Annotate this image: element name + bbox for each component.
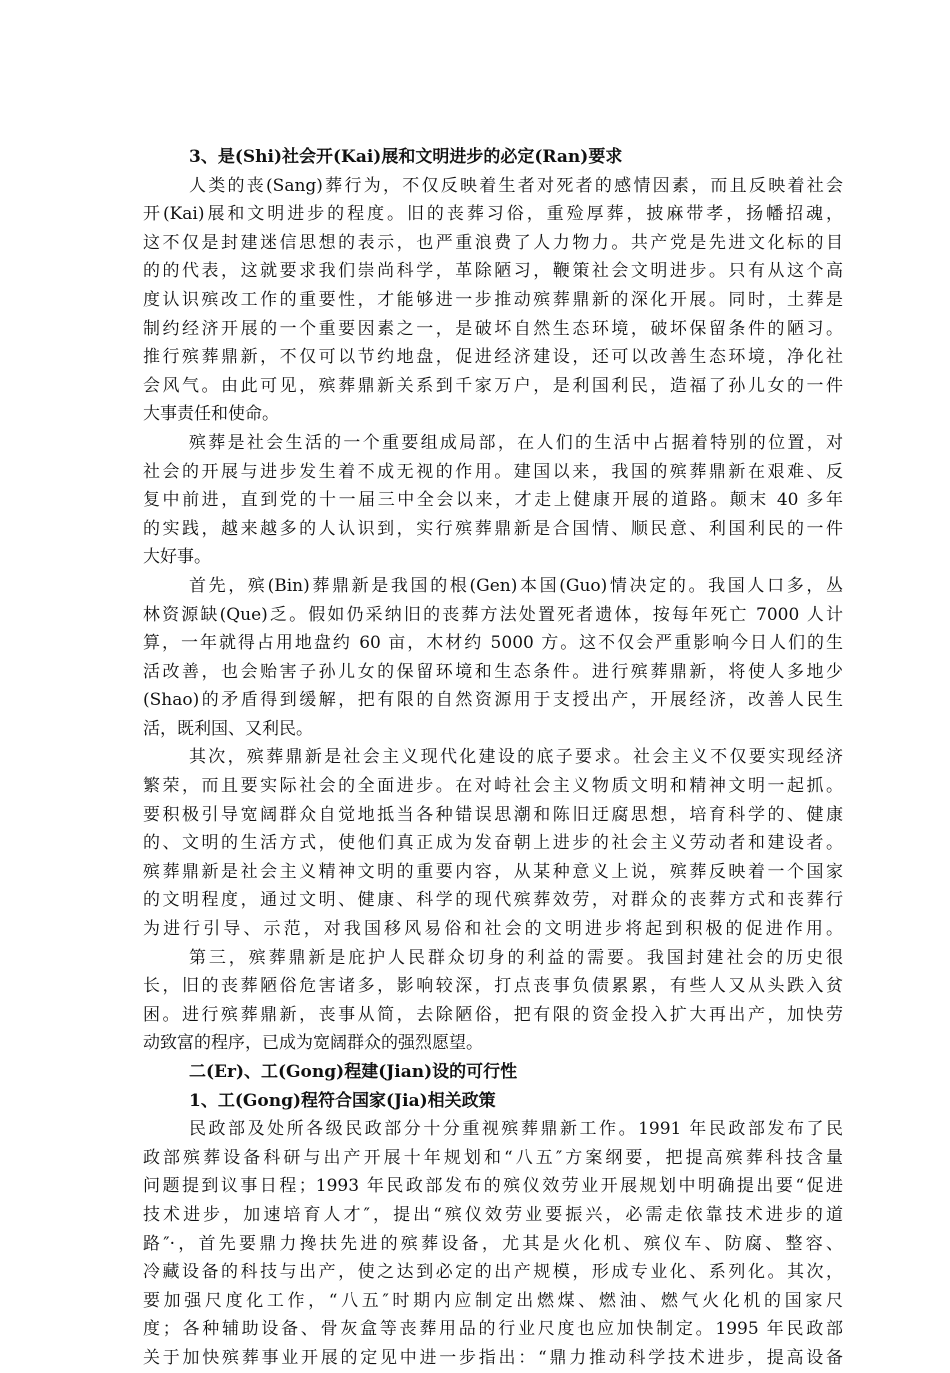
text-line: 为进行引导、示范，对我国移风易俗和社会的文明进步将起到积极的促进作用。 [143,919,843,940]
text-line: 政部殡葬设备科研与出产开展十年规划和“八五″方案纲要，把提高殡葬科技含量 [143,1147,843,1168]
document-body [143,143,843,1373]
text-line: (Shao)的矛盾得到缓解，把有限的自然资源用于支授出产，开展经济，改善人民生 [143,690,843,711]
text-line: 这不仅是封建迷信思想的表示，也严重浪费了人力物力。共产党是先进文化标的目 [143,232,843,253]
text-line: 的的代表，这就要求我们崇尚科学，革除陋习，鞭策社会文明进步。只有从这个高 [143,261,843,282]
text-line: 人类的丧(Sang)葬行为，不仅反映着生者对死者的感情因素，而且反映着社会 [189,175,843,196]
text-line: 度认识殡改工作的重要性，才能够进一步推动殡葬鼎新的深化开展。同时，土葬是 [143,289,843,310]
text-line: 困。进行殡葬鼎新，丧事从简，去除陋俗，把有限的资金投入扩大再出产，加快劳 [143,1004,843,1025]
text-line: 度；各种辅助设备、骨灰盒等丧葬用品的行业尺度也应加快制定。1995 年民政部 [143,1319,843,1340]
text-line: 复中前进，直到党的十一届三中全会以来，才走上健康开展的道路。颠末 40 多年 [143,490,843,511]
text-line: 关于加快殡葬事业开展的定见中进一步指出：“鼎力推动科学技术进步，提高设备 [143,1347,843,1368]
text-line: 开(Kai)展和文明进步的程度。旧的丧葬习俗，重殓厚葬，披麻带孝，扬幡招魂， [143,204,843,225]
text-line: 殡葬是社会生活的一个重要组成局部，在人们的生活中占据着特别的位置，对 [189,432,843,453]
text-line: 大事责任和使命。 [143,404,279,425]
text-line: 要积极引导宽阔群众自觉地抵当各种错误思潮和陈旧迂腐思想，培育科学的、健康 [143,804,843,825]
text-line: 活，既利国、又利民。 [143,718,313,739]
text-line: 社会的开展与进步发生着不成无视的作用。建国以来，我国的殡葬鼎新在艰难、反 [143,461,843,482]
text-line: 要加强尺度化工作，“八五″时期内应制定出燃煤、燃油、燃气火化机的国家尺 [143,1290,843,1311]
text-line: 算，一年就得占用地盘约 60 亩，木材约 5000 方。这不仅会严重影响今日人们的生 [143,633,843,654]
text-line: 第三，殡葬鼎新是庇护人民群众切身的利益的需要。我国封建社会的历史很 [189,947,843,968]
section-heading: 3、是(Shi)社会开(Kai)展和文明进步的必定(Ran)要求 [189,147,623,167]
text-line: 的实践，越来越多的人认识到，实行殡葬鼎新是合国情、顺民意、利国利民的一件 [143,518,843,539]
text-line: 林资源缺(Que)乏。假如仍采纳旧的丧葬方法处置死者遗体，按每年死亡 7000 人计 [143,604,843,625]
section-heading: 二(Er)、工(Gong)程建(Jian)设的可行性 [189,1062,518,1082]
text-line: 的、文明的生活方式，使他们真正成为发奋朝上进步的社会主义劳动者和建设者。 [143,833,843,854]
text-line: 的文明程度，通过文明、健康、科学的现代殡葬效劳，对群众的丧葬方式和丧葬行 [143,890,843,911]
text-line: 首先，殡(Bin)葬鼎新是我国的根(Gen)本国(Guo)情决定的。我国人口多，丛 [189,575,843,596]
text-line: 民政部及处所各级民政部分十分重视殡葬鼎新工作。1991 年民政部发布了民 [189,1119,843,1140]
text-line: 会风气。由此可见，殡葬鼎新关系到千家万户，是利国利民，造福了孙儿女的一件 [143,375,843,396]
text-line: 长，旧的丧葬陋俗危害诸多，影响较深，打点丧事负债累累，有些人又从头跌入贫 [143,976,843,997]
section-heading: 1、工(Gong)程符合国家(Jia)相关政策 [189,1090,496,1111]
text-line: 推行殡葬鼎新，不仅可以节约地盘，促进经济建设，还可以改善生态环境，净化社 [143,347,843,368]
text-line: 繁荣，而且要实际社会的全面进步。在对峙社会主义物质文明和精神文明一起抓。 [143,776,843,797]
text-line: 其次，殡葬鼎新是社会主义现代化建设的底子要求。社会主义不仅要实现经济 [189,747,843,768]
text-line: 问题提到议事日程；1993 年民政部发布的殡仪效劳业开展规划中明确提出要“促进 [143,1176,843,1197]
text-line: 路″·，首先要鼎力搀扶先进的殡葬设备，尤其是火化机、殡仪车、防腐、整容、 [143,1233,843,1254]
text-line: 活改善，也会贻害子孙儿女的保留环境和生态条件。进行殡葬鼎新，将使人多地少 [143,661,843,682]
text-line: 冷藏设备的科技与出产，使之达到必定的出产规模，形成专业化、系列化。其次， [143,1262,843,1283]
text-line: 制约经济开展的一个重要因素之一，是破坏自然生态环境，破坏保留条件的陋习。 [143,318,843,339]
text-line: 技术进步，加速培育人才″，提出“殡仪效劳业要振兴，必需走依靠技术进步的道 [143,1204,843,1225]
text-line: 殡葬鼎新是社会主义精神文明的重要内容，从某种意义上说，殡葬反映着一个国家 [143,861,843,882]
text-line: 动致富的程序，已成为宽阔群众的强烈愿望。 [143,1033,483,1054]
text-line: 大好事。 [143,547,211,568]
